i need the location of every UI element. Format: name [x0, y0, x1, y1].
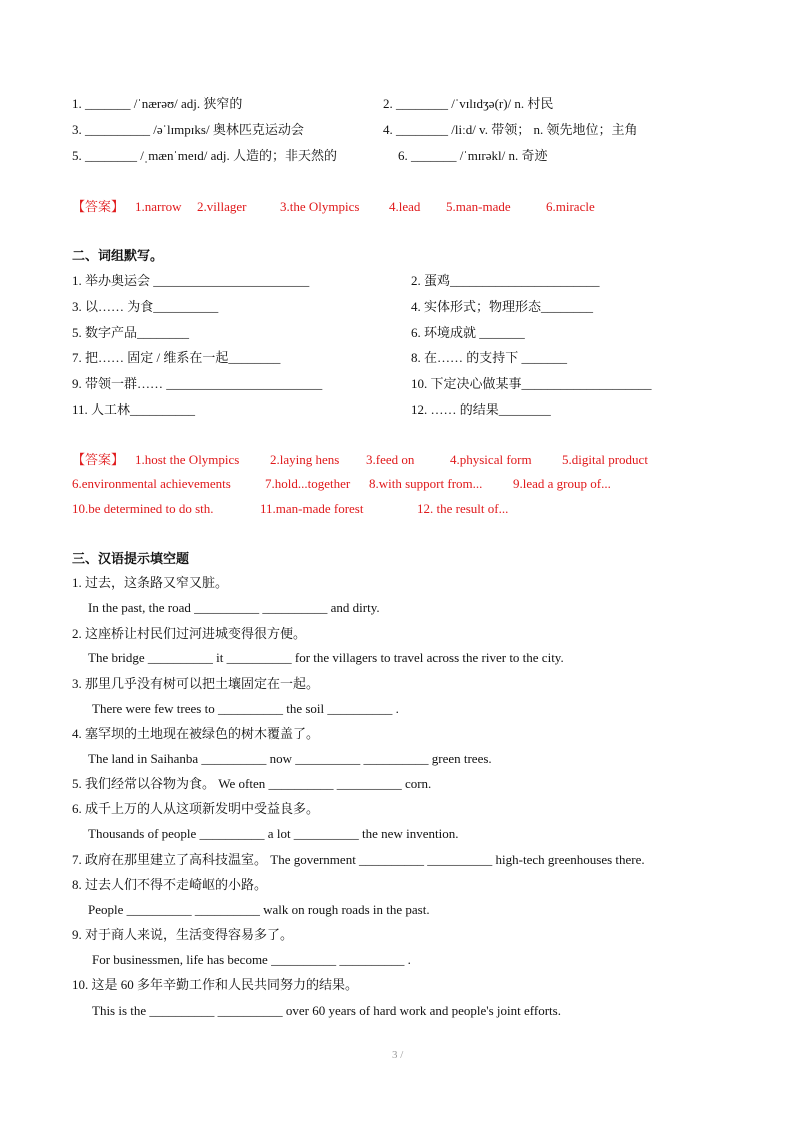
vocab-item: 1. _______ /ˈnærəʊ/ adj. 狭窄的: [72, 96, 243, 111]
phrase-item: 1. 举办奥运会 ________________________: [72, 273, 310, 288]
question-cn: 2. 这座桥让村民们过河进城变得很方便。: [72, 626, 307, 641]
phrase-item: 10. 下定决心做某事____________________: [411, 376, 652, 391]
answer-item: 1.narrow: [135, 199, 182, 214]
vocab-item: 3. __________ /əˈlɪmpɪks/ 奥林匹克运动会: [72, 122, 304, 137]
answer-item: 12. the result of...: [417, 501, 509, 516]
answer-item: 6.environmental achievements: [72, 476, 231, 491]
answer-item: 6.miracle: [546, 199, 595, 214]
phrase-item: 7. 把…… 固定 / 维系在一起________: [72, 350, 281, 365]
phrase-item: 12. …… 的结果________: [411, 402, 551, 417]
question-en: The land in Saihanba __________ now __________ __________ green trees.: [88, 751, 492, 766]
phrase-item: 8. 在…… 的支持下 _______: [411, 350, 568, 365]
phrase-item: 3. 以…… 为食__________: [72, 299, 219, 314]
question-cn: 3. 那里几乎没有树可以把土壤固定在一起。: [72, 676, 320, 691]
question-cn: 9. 对于商人来说，生活变得容易多了。: [72, 927, 294, 942]
question-cn: 7. 政府在那里建立了高科技温室。 The government __________ __________ high-tech greenhouses there.: [72, 852, 645, 867]
question-en: Thousands of people __________ a lot __________ the new invention.: [88, 826, 459, 841]
answer-item: 5.digital product: [562, 452, 648, 467]
answer-label: 【答案】: [72, 452, 125, 467]
phrase-item: 6. 环境成就 _______: [411, 325, 525, 340]
question-cn: 1. 过去，这条路又窄又脏。: [72, 575, 229, 590]
answer-item: 7.hold...together: [265, 476, 351, 491]
question-en: The bridge __________ it __________ for the villagers to travel across the river to the city.: [88, 650, 564, 665]
phrase-item: 9. 带领一群…… ________________________: [72, 376, 323, 391]
question-en: In the past, the road __________ __________ and dirty.: [88, 600, 380, 615]
phrase-item: 2. 蛋鸡_______________________: [411, 273, 600, 288]
answer-item: 4.lead: [389, 199, 421, 214]
question-cn: 4. 塞罕坝的土地现在被绿色的树木覆盖了。: [72, 726, 320, 741]
section-title: 二、词组默写。: [72, 248, 164, 263]
phrase-item: 11. 人工林__________: [72, 402, 196, 417]
answer-item: 11.man-made forest: [260, 501, 364, 516]
answer-item: 3.the Olympics: [280, 199, 360, 214]
vocab-item: 4. ________ /liːd/ v. 带领； n. 领先地位；主角: [383, 122, 638, 137]
question-en: There were few trees to __________ the soil __________ .: [92, 701, 399, 716]
answer-label: 【答案】: [72, 199, 125, 214]
answer-item: 4.physical form: [450, 452, 532, 467]
answer-item: 2.laying hens: [270, 452, 340, 467]
section-title: 三、汉语提示填空题: [72, 551, 190, 566]
question-en: People __________ __________ walk on rough roads in the past.: [88, 902, 430, 917]
question-en: This is the __________ __________ over 60 years of hard work and people's joint efforts.: [92, 1003, 561, 1018]
vocab-item: 2. ________ /ˈvɪlɪdʒə(r)/ n. 村民: [383, 96, 554, 111]
question-cn: 8. 过去人们不得不走崎岖的小路。: [72, 877, 268, 892]
answer-item: 2.villager: [197, 199, 247, 214]
answer-item: 3.feed on: [366, 452, 415, 467]
answer-item: 5.man-made: [446, 199, 511, 214]
vocab-item: 6. _______ /ˈmɪrəkl/ n. 奇迹: [398, 148, 548, 163]
vocab-item: 5. ________ /ˌmænˈmeɪd/ adj. 人造的；非天然的: [72, 148, 338, 163]
phrase-item: 4. 实体形式；物理形态________: [411, 299, 594, 314]
answer-item: 10.be determined to do sth.: [72, 501, 214, 516]
phrase-item: 5. 数字产品________: [72, 325, 190, 340]
question-en: For businessmen, life has become __________ __________ .: [92, 952, 411, 967]
answer-item: 8.with support from...: [369, 476, 483, 491]
question-cn: 6. 成千上万的人从这项新发明中受益良多。: [72, 801, 320, 816]
question-cn: 10. 这是 60 多年辛勤工作和人民共同努力的结果。: [72, 977, 359, 992]
page-number: 3 /: [392, 1049, 404, 1061]
answer-item: 9.lead a group of...: [513, 476, 611, 491]
question-cn: 5. 我们经常以谷物为食。 We often __________ __________ corn.: [72, 776, 432, 791]
answer-item: 1.host the Olympics: [135, 452, 240, 467]
